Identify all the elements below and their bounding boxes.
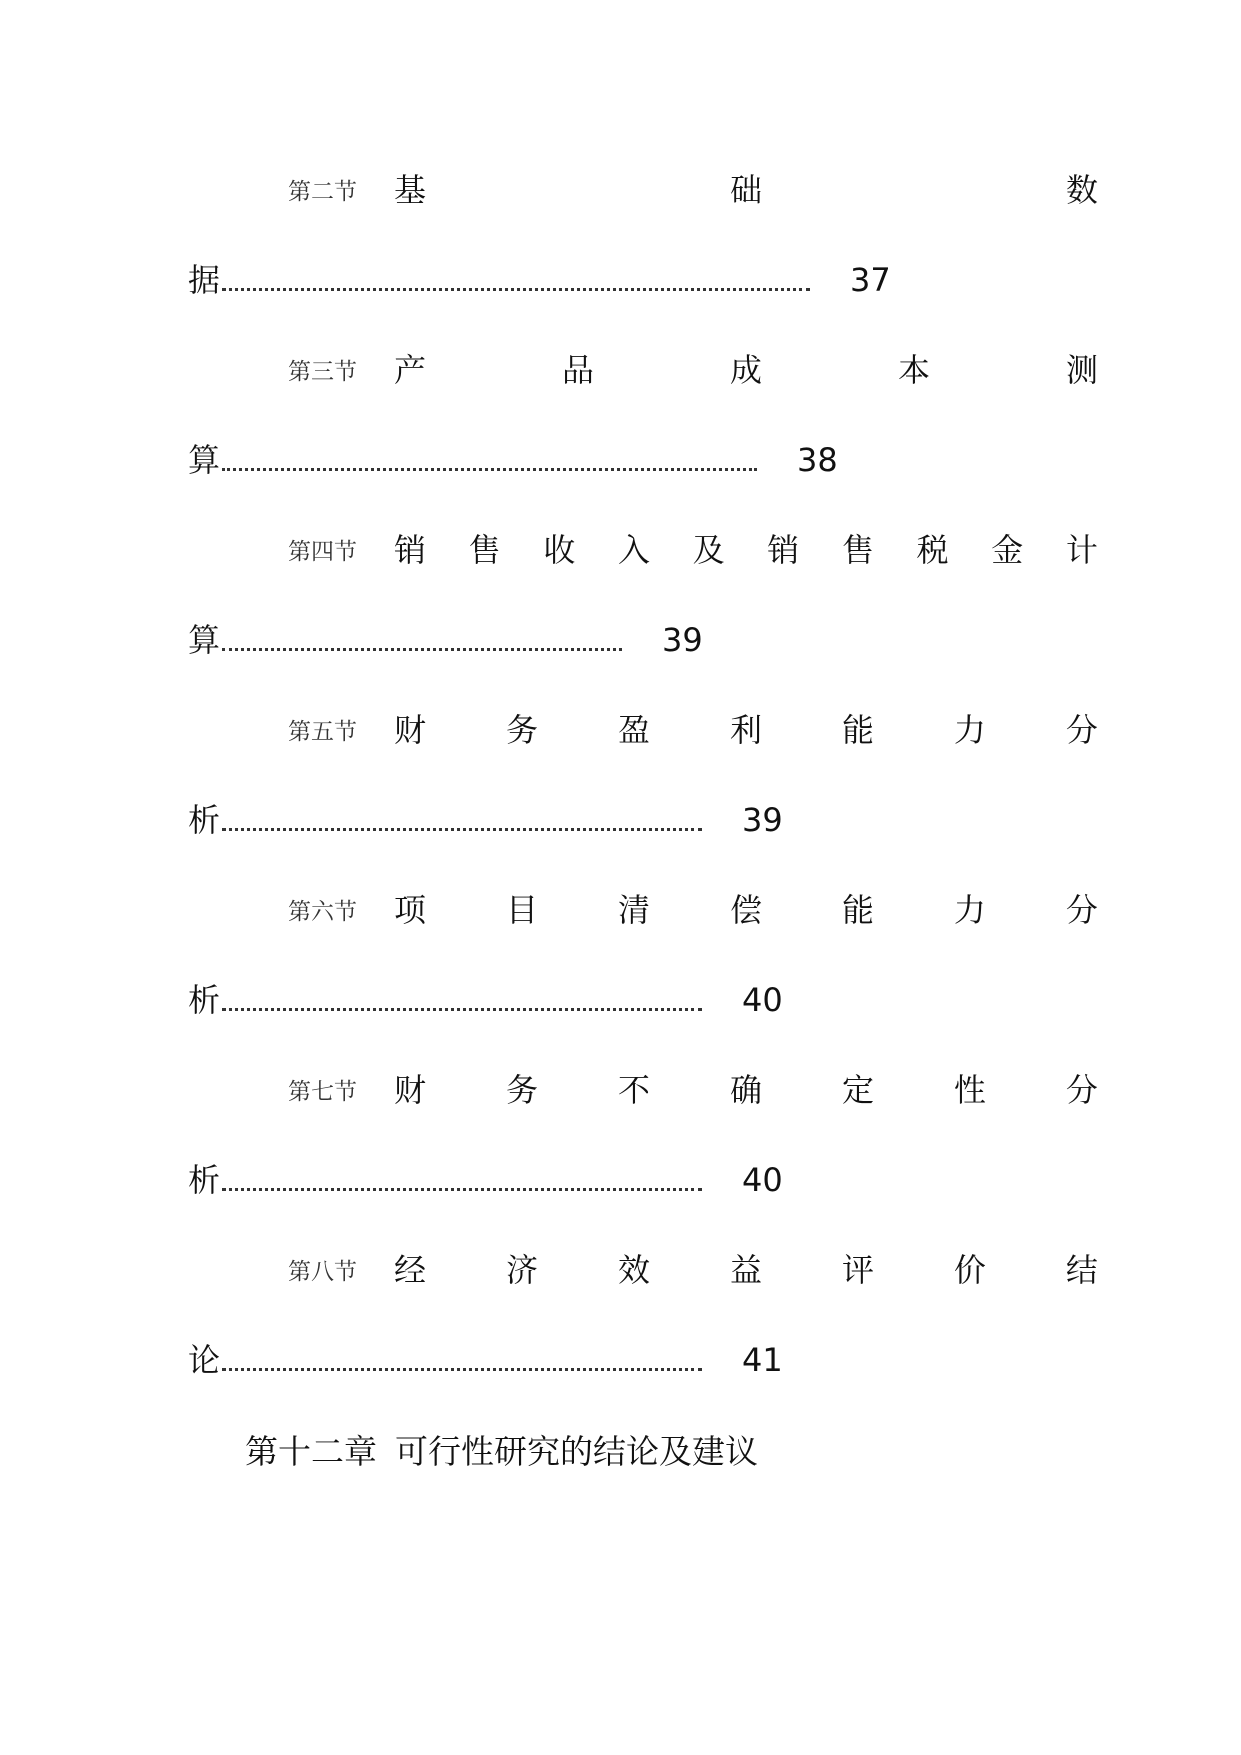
title-char: 性 — [953, 1071, 986, 1109]
title-char: 销 — [394, 531, 427, 569]
title-char: 数 — [1065, 171, 1098, 209]
title-char: 济 — [505, 1251, 538, 1289]
title-char: 税 — [916, 531, 949, 569]
section-title-words — [394, 890, 1098, 930]
title-char: 产 — [394, 351, 427, 389]
title-char: 盈 — [617, 711, 650, 749]
title-char: 能 — [841, 891, 874, 929]
toc-entry-line — [188, 1330, 783, 1380]
title-char: 入 — [617, 531, 650, 569]
section-label: 第四节 — [288, 539, 357, 565]
section-label: 第八节 — [288, 1259, 357, 1285]
title-char: 计 — [1065, 531, 1098, 569]
toc-entry-line — [188, 610, 703, 660]
section-title-words — [394, 710, 1098, 750]
section-label: 第六节 — [288, 899, 357, 925]
title-char: 益 — [729, 1251, 762, 1289]
title-char: 销 — [767, 531, 800, 569]
section-label: 第二节 — [288, 179, 357, 205]
title-last-char: 论 — [188, 1341, 221, 1379]
toc-entry-line — [188, 1150, 783, 1200]
page-number: 37 — [850, 261, 891, 299]
title-char: 分 — [1065, 891, 1098, 929]
title-char: 力 — [953, 891, 986, 929]
title-char: 及 — [692, 531, 725, 569]
title-last-char: 析 — [188, 1161, 221, 1199]
toc-section-heading — [188, 340, 1098, 400]
title-char: 基 — [394, 171, 427, 209]
section-title-words — [394, 530, 1098, 570]
title-char: 评 — [841, 1251, 874, 1289]
title-char: 成 — [729, 351, 762, 389]
title-char: 能 — [841, 711, 874, 749]
title-char: 分 — [1065, 711, 1098, 749]
toc-section-heading — [188, 520, 1098, 580]
chapter-title: 可行性研究的结论及建议 — [395, 1432, 758, 1471]
title-char: 财 — [394, 1071, 427, 1109]
title-char: 金 — [991, 531, 1024, 569]
title-char: 偿 — [729, 891, 762, 929]
page-number: 40 — [742, 981, 783, 1019]
dot-leader — [222, 468, 757, 471]
toc-section-heading — [188, 700, 1098, 760]
title-char: 本 — [897, 351, 930, 389]
title-char: 分 — [1065, 1071, 1098, 1109]
title-last-char: 算 — [188, 441, 221, 479]
toc-entry-line — [188, 970, 783, 1020]
title-char: 财 — [394, 711, 427, 749]
section-label: 第三节 — [288, 359, 357, 385]
title-char: 售 — [468, 531, 501, 569]
title-last-char: 算 — [188, 621, 221, 659]
page-number: 40 — [742, 1161, 783, 1199]
title-char: 力 — [953, 711, 986, 749]
title-char: 础 — [729, 171, 762, 209]
section-label: 第五节 — [288, 719, 357, 745]
section-title-words — [394, 1250, 1098, 1290]
dot-leader — [222, 1188, 702, 1191]
section-title-words — [394, 1070, 1098, 1110]
title-char: 项 — [394, 891, 427, 929]
title-char: 目 — [505, 891, 538, 929]
toc-entry-line — [188, 430, 838, 480]
page-number: 41 — [742, 1341, 783, 1379]
title-char: 清 — [617, 891, 650, 929]
title-char: 确 — [729, 1071, 762, 1109]
title-char: 结 — [1065, 1251, 1098, 1289]
section-label: 第七节 — [288, 1079, 357, 1105]
title-char: 效 — [617, 1251, 650, 1289]
toc-section-heading — [188, 1240, 1098, 1300]
toc-section-heading — [188, 880, 1098, 940]
toc-entry-line — [188, 250, 891, 300]
title-last-char: 据 — [188, 261, 221, 299]
dot-leader — [222, 648, 622, 651]
title-char: 定 — [841, 1071, 874, 1109]
dot-leader — [222, 1008, 702, 1011]
chapter-label: 第十二章 — [245, 1432, 377, 1471]
title-char: 利 — [729, 711, 762, 749]
toc-section-heading — [188, 160, 1098, 220]
dot-leader — [222, 288, 810, 291]
page-number: 39 — [662, 621, 703, 659]
title-char: 售 — [841, 531, 874, 569]
dot-leader — [222, 1368, 702, 1371]
page-number: 38 — [797, 441, 838, 479]
title-char: 不 — [617, 1071, 650, 1109]
section-title-words — [394, 350, 1098, 390]
chapter-heading — [245, 1430, 758, 1474]
dot-leader — [222, 828, 702, 831]
toc-section-heading — [188, 1060, 1098, 1120]
title-last-char: 析 — [188, 981, 221, 1019]
section-title-words — [394, 170, 1098, 210]
title-char: 价 — [953, 1251, 986, 1289]
title-char: 测 — [1065, 351, 1098, 389]
title-char: 务 — [505, 711, 538, 749]
page-number: 39 — [742, 801, 783, 839]
title-char: 务 — [505, 1071, 538, 1109]
title-char: 品 — [561, 351, 594, 389]
title-char: 收 — [543, 531, 576, 569]
title-char: 经 — [394, 1251, 427, 1289]
title-last-char: 析 — [188, 801, 221, 839]
toc-entry-line — [188, 790, 783, 840]
